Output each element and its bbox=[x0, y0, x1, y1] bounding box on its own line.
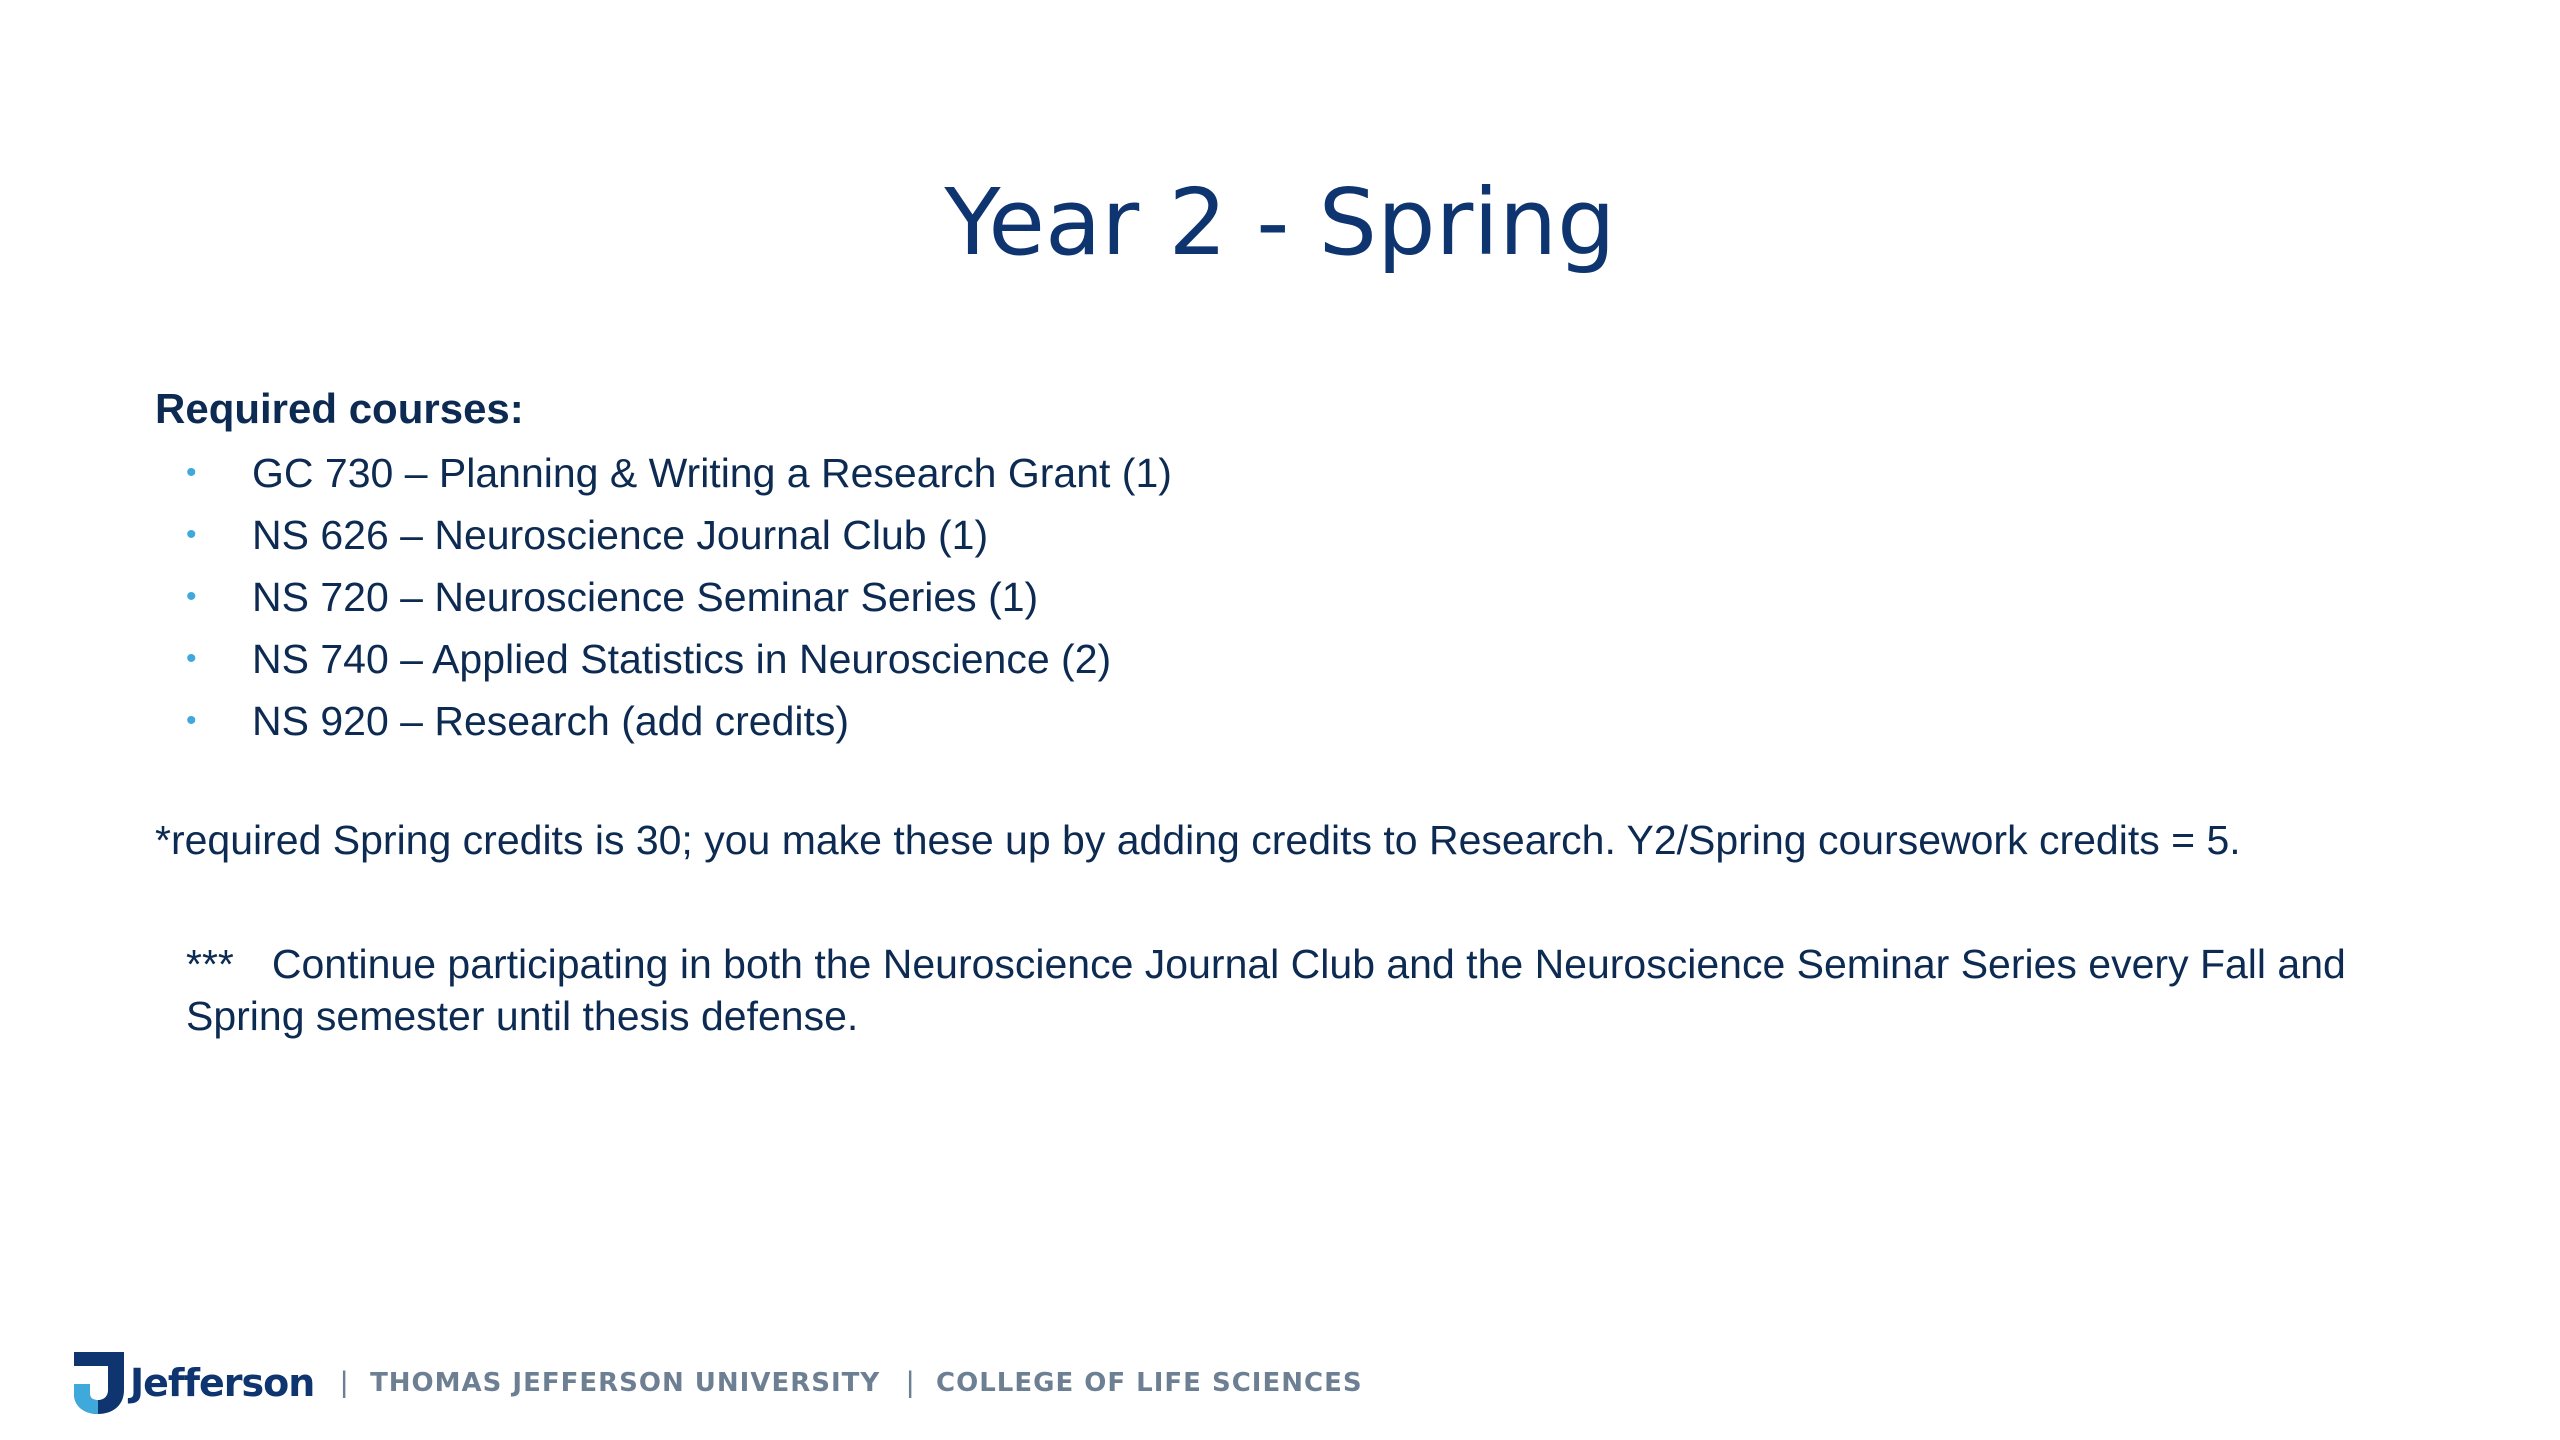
course-list bbox=[155, 442, 2455, 752]
slide-title: Year 2 - Spring bbox=[944, 169, 1616, 276]
footer bbox=[70, 1348, 1363, 1418]
bullet-icon: • bbox=[186, 642, 197, 675]
slide-content bbox=[155, 382, 2455, 1042]
course-label: NS 740 – Applied Statistics in Neuroscience (2) bbox=[252, 636, 1112, 682]
required-courses-heading: Required courses: bbox=[155, 385, 524, 432]
list-item bbox=[186, 690, 2455, 752]
footer-divider: | bbox=[340, 1366, 349, 1399]
bullet-icon: • bbox=[186, 456, 197, 489]
college-name: COLLEGE OF LIFE SCIENCES bbox=[936, 1368, 1363, 1398]
jefferson-logo-icon bbox=[70, 1350, 128, 1416]
list-item bbox=[186, 504, 2455, 566]
jefferson-wordmark: Jefferson bbox=[130, 1361, 315, 1405]
university-name: THOMAS JEFFERSON UNIVERSITY bbox=[370, 1368, 881, 1398]
footer-divider: | bbox=[906, 1366, 915, 1399]
list-item bbox=[186, 442, 2455, 504]
bullet-icon: • bbox=[186, 704, 197, 737]
course-label: GC 730 – Planning & Writing a Research Grant (1) bbox=[252, 450, 1172, 496]
bullet-icon: • bbox=[186, 580, 197, 613]
list-item bbox=[186, 566, 2455, 628]
stars-marker: *** bbox=[186, 941, 234, 987]
bullet-icon: • bbox=[186, 518, 197, 551]
list-item bbox=[186, 628, 2455, 690]
continue-note bbox=[186, 938, 2426, 1042]
course-label: NS 626 – Neuroscience Journal Club (1) bbox=[252, 512, 989, 558]
continue-note-text: Continue participating in both the Neuroscience Journal Club and the Neuroscience Seminar Series every Fall and Spring semester until thesis defense. bbox=[186, 941, 2346, 1039]
course-label: NS 720 – Neuroscience Seminar Series (1) bbox=[252, 574, 1039, 620]
course-label: NS 920 – Research (add credits) bbox=[252, 698, 850, 744]
credits-note: *required Spring credits is 30; you make these up by adding credits to Research. Y2/Spring coursework credits = 5. bbox=[155, 817, 2241, 863]
